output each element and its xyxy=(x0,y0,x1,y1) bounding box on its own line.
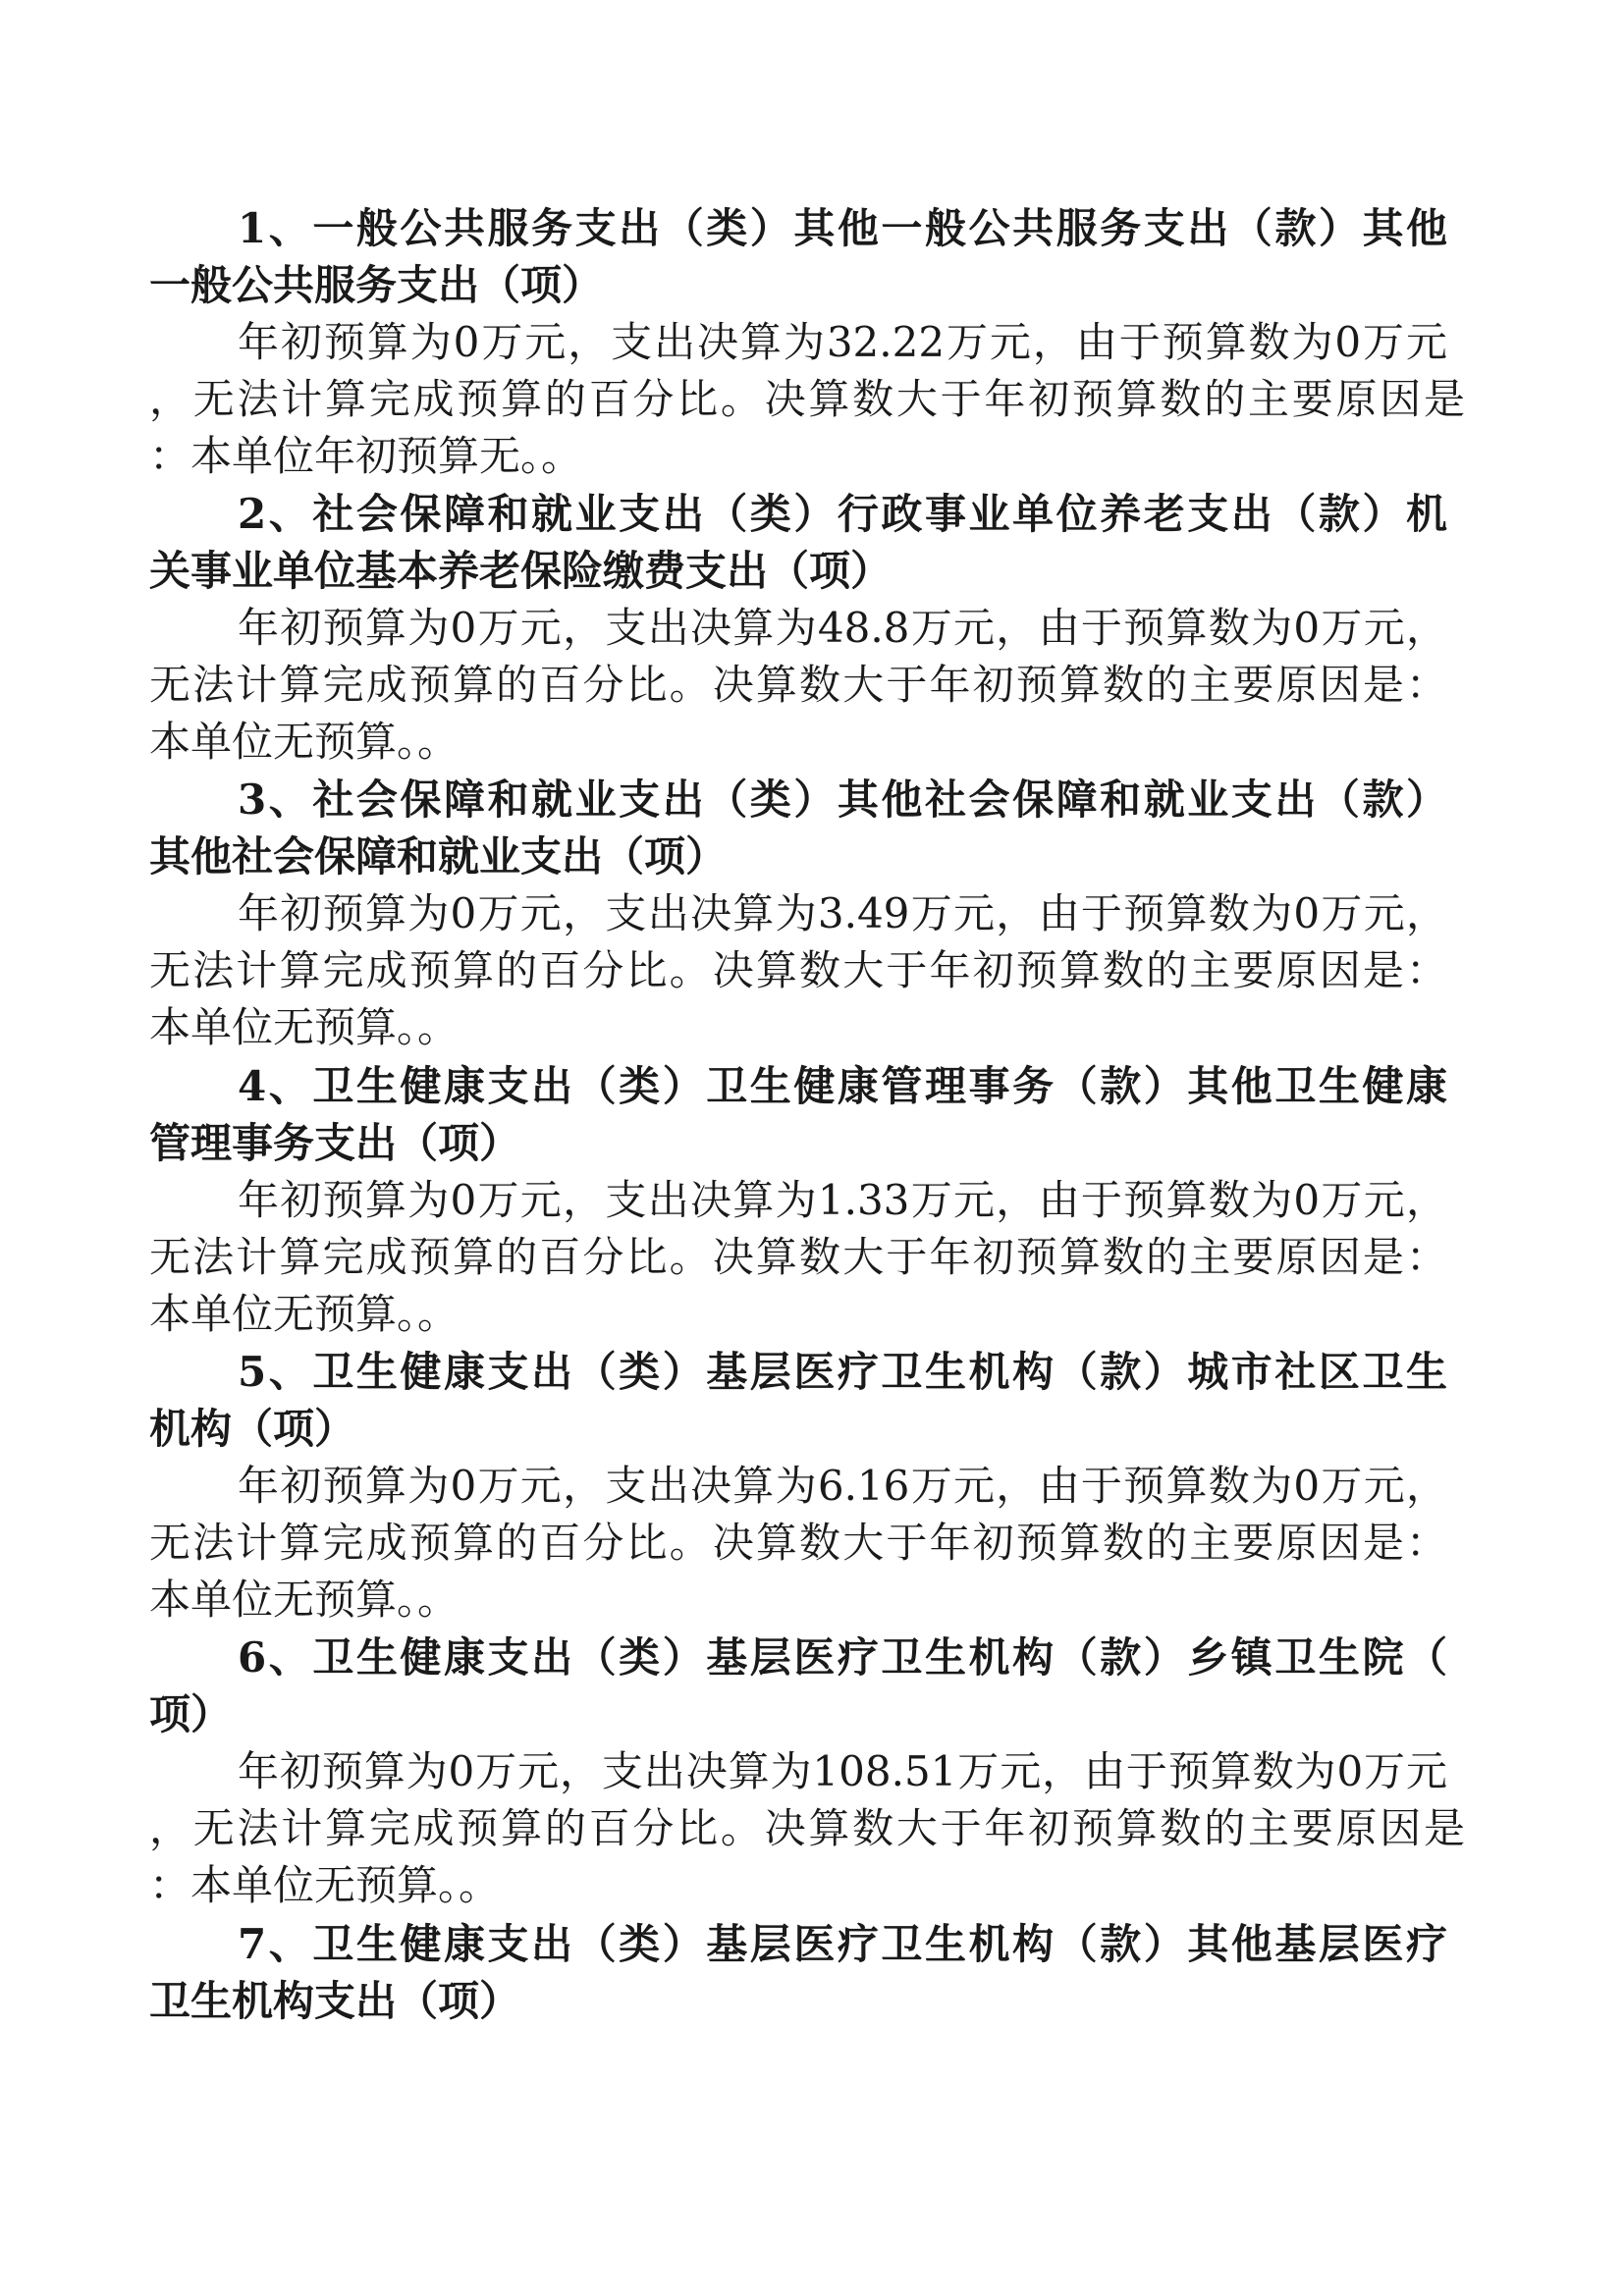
section-7-heading-line-1: 7、卫生健康支出（类）基层医疗卫生机构（款）其他基层医疗 xyxy=(238,1920,1447,1968)
section-2-body-line-3: 本单位无预算。。 xyxy=(149,718,460,766)
section-2-heading-line-1: 2、社会保障和就业支出（类）行政事业单位养老支出（款）机 xyxy=(238,490,1447,538)
section-3-body-line-1: 年初预算为0万元，支出决算为3.49万元，由于预算数为0万元， xyxy=(238,889,1447,937)
section-3-body-line-2: 无法计算完成预算的百分比。决算数大于年初预算数的主要原因是： xyxy=(149,946,1447,994)
section-6-body-line-1: 年初预算为0万元，支出决算为108.51万元，由于预算数为0万元 xyxy=(238,1747,1447,1795)
section-2-heading-line-2: 关事业单位基本养老保险缴费支出（项） xyxy=(149,547,893,595)
section-5-body-line-1: 年初预算为0万元，支出决算为6.16万元，由于预算数为0万元， xyxy=(238,1462,1447,1510)
section-5-heading-line-1: 5、卫生健康支出（类）基层医疗卫生机构（款）城市社区卫生 xyxy=(238,1348,1447,1396)
section-1-heading-line-1: 1、一般公共服务支出（类）其他一般公共服务支出（款）其他 xyxy=(238,204,1447,252)
section-3-heading-line-2: 其他社会保障和就业支出（项） xyxy=(149,832,728,881)
section-4-heading-line-1: 4、卫生健康支出（类）卫生健康管理事务（款）其他卫生健康 xyxy=(238,1062,1447,1110)
section-6-body-line-2: ，无法计算完成预算的百分比。决算数大于年初预算数的主要原因是 xyxy=(149,1804,1465,1852)
section-4-body-line-1: 年初预算为0万元，支出决算为1.33万元，由于预算数为0万元， xyxy=(238,1176,1447,1224)
section-2-body-line-1: 年初预算为0万元，支出决算为48.8万元，由于预算数为0万元， xyxy=(238,604,1447,652)
section-4-body-line-2: 无法计算完成预算的百分比。决算数大于年初预算数的主要原因是： xyxy=(149,1233,1447,1281)
section-5-heading-line-2: 机构（项） xyxy=(149,1405,356,1453)
section-6-heading-line-1: 6、卫生健康支出（类）基层医疗卫生机构（款）乡镇卫生院（ xyxy=(238,1633,1447,1682)
section-6-body-line-3: ：本单位无预算。。 xyxy=(149,1861,501,1909)
section-3-heading-line-1: 3、社会保障和就业支出（类）其他社会保障和就业支出（款） xyxy=(238,775,1447,824)
section-4-heading-line-2: 管理事务支出（项） xyxy=(149,1119,521,1167)
section-3-body-line-3: 本单位无预算。。 xyxy=(149,1003,460,1051)
section-7-heading-line-2: 卫生机构支出（项） xyxy=(149,1977,521,2025)
section-1-body-line-1: 年初预算为0万元，支出决算为32.22万元，由于预算数为0万元 xyxy=(238,318,1447,366)
section-1-heading-line-2: 一般公共服务支出（项） xyxy=(149,261,604,309)
section-1-body-line-3: ：本单位年初预算无。。 xyxy=(149,432,583,480)
section-2-body-line-2: 无法计算完成预算的百分比。决算数大于年初预算数的主要原因是： xyxy=(149,661,1447,709)
section-5-body-line-2: 无法计算完成预算的百分比。决算数大于年初预算数的主要原因是： xyxy=(149,1519,1447,1567)
section-6-heading-line-2: 项） xyxy=(149,1690,233,1738)
section-4-body-line-3: 本单位无预算。。 xyxy=(149,1290,460,1338)
section-5-body-line-3: 本单位无预算。。 xyxy=(149,1575,460,1624)
section-1-body-line-2: ，无法计算完成预算的百分比。决算数大于年初预算数的主要原因是 xyxy=(149,375,1465,423)
